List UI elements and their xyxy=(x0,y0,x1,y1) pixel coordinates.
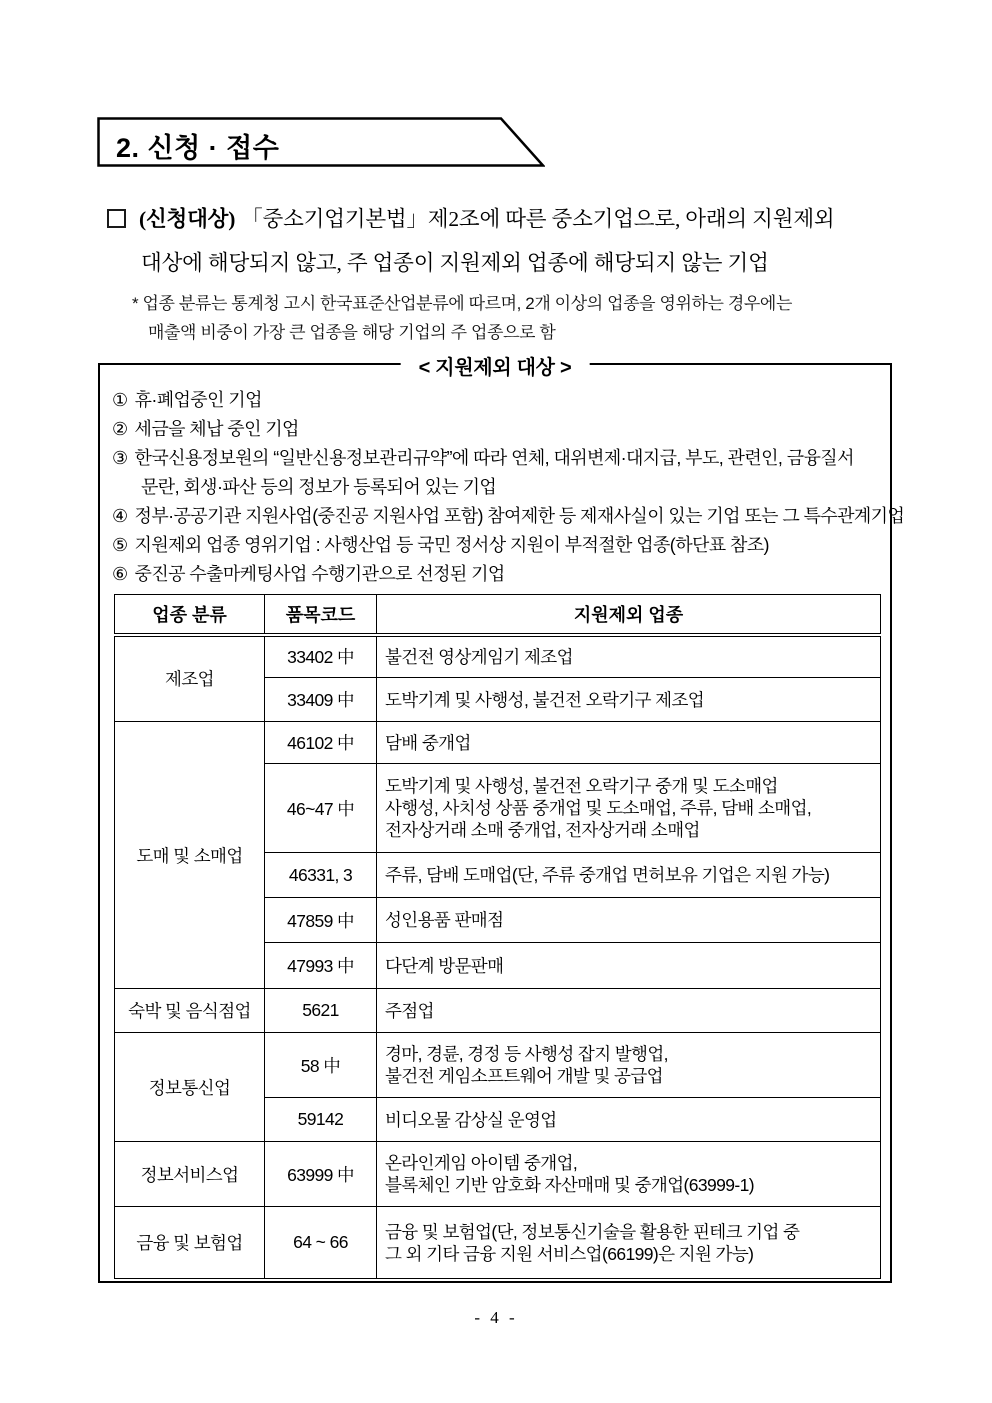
industry-cell: 온라인게임 아이템 중개업, 블록체인 기반 암호화 자산매매 및 중개업(63999-1) xyxy=(377,1142,881,1207)
category-cell: 제조업 xyxy=(115,635,265,722)
category-cell: 숙박 및 음식점업 xyxy=(115,989,265,1033)
code-cell: 46102 中 xyxy=(265,722,377,764)
industry-cell: 성인용품 판매점 xyxy=(377,898,881,943)
code-cell: 59142 xyxy=(265,1098,377,1142)
note-line-1: * 업종 분류는 통계청 고시 한국표준산업분류에 따르며, 2개 이상의 업종을 영위하는 경우에는 xyxy=(132,294,792,313)
exclusion-box-title: < 지원제외 대상 > xyxy=(401,351,590,380)
table-row xyxy=(115,1142,881,1207)
item-number: ④ xyxy=(112,506,128,526)
item-number: ③ xyxy=(112,448,128,468)
paragraph-text-2: 대상에 해당되지 않고, 주 업종이 지원제외 업종에 해당되지 않는 기업 xyxy=(141,251,769,275)
industry-cell: 다단계 방문판매 xyxy=(377,943,881,989)
industry-cell: 불건전 영상게임기 제조업 xyxy=(377,635,881,678)
exclusion-item-5 xyxy=(112,531,882,560)
code-cell: 46~47 中 xyxy=(265,764,377,853)
item-number: ⑤ xyxy=(112,535,128,555)
item-text: 정부·공공기관 지원사업(중진공 지원사업 포함) 참여제한 등 제재사실이 있는 기업 또는 그 특수관계기업 xyxy=(134,506,905,526)
industry-cell: 경마, 경륜, 경정 등 사행성 잡지 발행업, 불건전 게임소프트웨어 개발 및 공급업 xyxy=(377,1033,881,1098)
industry-cell: 비디오물 감상실 운영업 xyxy=(377,1098,881,1142)
category-cell: 도매 및 소매업 xyxy=(115,722,265,989)
exclusion-item-1 xyxy=(112,386,882,415)
paragraph-text-1: 「중소기업기본법」제2조에 따른 중소기업으로, 아래의 지원제외 xyxy=(241,207,835,231)
column-header-industry: 지원제외 업종 xyxy=(377,595,881,635)
industry-cell: 도박기계 및 사행성, 불건전 오락기구 제조업 xyxy=(377,678,881,722)
category-cell: 정보통신업 xyxy=(115,1033,265,1142)
item-number: ① xyxy=(112,390,128,410)
table-row xyxy=(115,989,881,1033)
exclusion-item-6 xyxy=(112,560,882,589)
table-row xyxy=(115,635,881,678)
item-number: ⑥ xyxy=(112,564,128,584)
code-cell: 63999 中 xyxy=(265,1142,377,1207)
code-cell: 33409 中 xyxy=(265,678,377,722)
item-text: 중진공 수출마케팅사업 수행기관으로 선정된 기업 xyxy=(134,564,505,584)
application-target-paragraph xyxy=(107,197,927,285)
item-number: ② xyxy=(112,419,128,439)
code-cell: 58 中 xyxy=(265,1033,377,1098)
table-row xyxy=(115,1033,881,1098)
table-row xyxy=(115,722,881,764)
industry-cell: 주점업 xyxy=(377,989,881,1033)
category-cell: 정보서비스업 xyxy=(115,1142,265,1207)
item-text-continued: 문란, 회생·파산 등의 정보가 등록되어 있는 기업 xyxy=(141,477,497,497)
industry-classification-note xyxy=(132,289,792,347)
item-text: 세금을 체납 중인 기업 xyxy=(134,419,299,439)
code-cell: 64 ~ 66 xyxy=(265,1207,377,1279)
code-cell: 5621 xyxy=(265,989,377,1033)
column-header-code: 품목코드 xyxy=(265,595,377,635)
industry-cell: 담배 중개업 xyxy=(377,722,881,764)
note-line-2: 매출액 비중이 가장 큰 업종을 해당 기업의 주 업종으로 함 xyxy=(148,323,556,342)
item-text: 휴·폐업중인 기업 xyxy=(134,390,262,410)
paragraph-bold-label: (신청대상) xyxy=(139,207,236,231)
paragraph-line-1 xyxy=(107,197,927,241)
exclusion-item-3 xyxy=(112,444,882,502)
code-cell: 46331, 3 xyxy=(265,853,377,898)
page-number: - 4 - xyxy=(474,1308,518,1327)
exclusion-industry-table xyxy=(114,594,881,1279)
industry-cell: 도박기계 및 사행성, 불건전 오락기구 중개 및 도소매업 사행성, 사치성 상품 중개업 및 도소매업, 주류, 담배 소매업, 전자상거래 소매 중개업, 전자상거래 소매업 xyxy=(377,764,881,853)
exclusion-item-2 xyxy=(112,415,882,444)
section-header-banner xyxy=(97,117,545,167)
table-row xyxy=(115,1207,881,1279)
item-text: 지원제외 업종 영위기업 : 사행산업 등 국민 정서상 지원이 부적절한 업종(하단표 참조) xyxy=(134,535,769,555)
column-header-category: 업종 분류 xyxy=(115,595,265,635)
empty-checkbox-icon xyxy=(107,209,126,228)
industry-cell: 주류, 담배 도매업(단, 주류 중개업 면허보유 기업은 지원 가능) xyxy=(377,853,881,898)
code-cell: 47859 中 xyxy=(265,898,377,943)
exclusion-item-list xyxy=(100,365,905,589)
table-header-row xyxy=(115,595,881,635)
exclusion-item-4 xyxy=(112,502,905,531)
industry-cell: 금융 및 보험업(단, 정보통신기술을 활용한 핀테크 기업 중 그 외 기타 금융 지원 서비스업(66199)은 지원 가능) xyxy=(377,1207,881,1279)
code-cell: 47993 中 xyxy=(265,943,377,989)
category-cell: 금융 및 보험업 xyxy=(115,1207,265,1279)
item-text: 한국신용정보원의 “일반신용정보관리규약”에 따라 연체, 대위변제·대지급, 부도, 관련인, 금융질서 xyxy=(134,448,854,468)
exclusion-target-box xyxy=(98,357,905,1283)
code-cell: 33402 中 xyxy=(265,635,377,678)
section-title: 2. 신청 · 접수 xyxy=(116,133,280,163)
